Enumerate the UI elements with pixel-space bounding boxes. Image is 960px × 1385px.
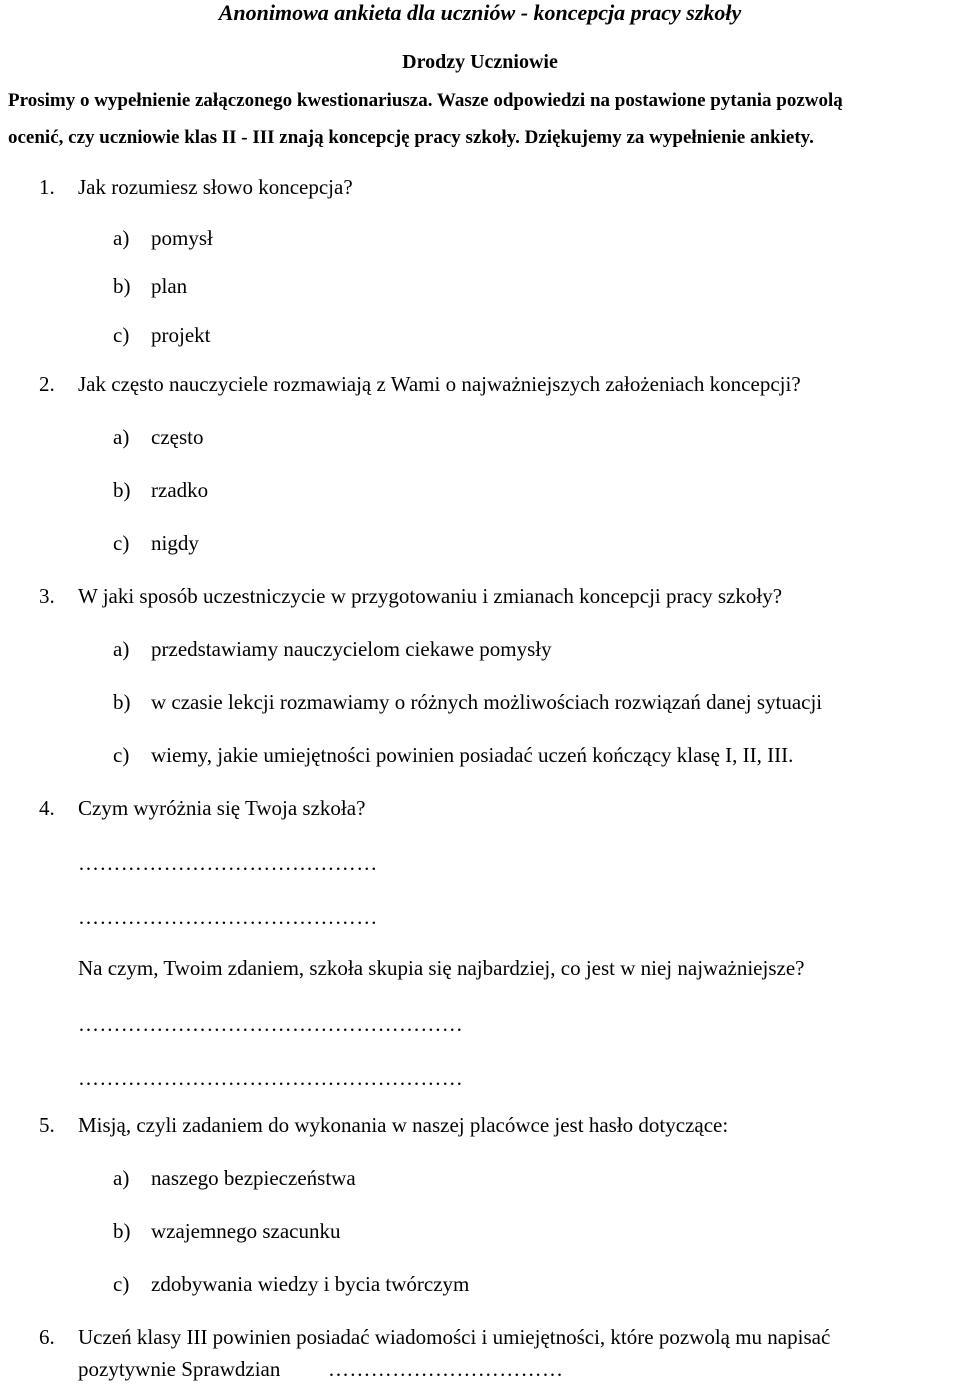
option-letter: a) xyxy=(113,425,130,449)
question-text: Misją, czyli zadaniem do wykonania w naszej placówce jest hasło dotyczące: xyxy=(78,1113,729,1137)
intro-line-1: Prosimy o wypełnienie załączonego kwestionariusza. Wasze odpowiedzi na postawione pytania pozwolą xyxy=(8,90,843,111)
question-number: 5. xyxy=(39,1113,55,1137)
greeting-heading: Drodzy Uczniowie xyxy=(402,51,558,73)
question-text-continued: pozytywnie Sprawdzian xyxy=(78,1357,281,1381)
question-text: Jak rozumiesz słowo koncepcja? xyxy=(78,175,353,199)
option-text: zdobywania wiedzy i bycia twórczym xyxy=(151,1272,470,1296)
survey-title: Anonimowa ankieta dla uczniów - koncepcja pracy szkoły xyxy=(218,0,742,25)
option-text: przedstawiamy nauczycielom ciekawe pomysły xyxy=(151,637,552,661)
option-letter: c) xyxy=(113,1272,130,1296)
option-letter: a) xyxy=(113,1166,130,1190)
option-letter: b) xyxy=(113,274,131,298)
question-number: 3. xyxy=(39,584,55,608)
question-text: Jak często nauczyciele rozmawiają z Wami o najważniejszych założeniach koncepcji? xyxy=(78,372,801,396)
question-number: 6. xyxy=(39,1325,55,1349)
option-letter: b) xyxy=(113,690,131,714)
option-text: projekt xyxy=(151,323,211,347)
question-text: Uczeń klasy III powinien posiadać wiadomości i umiejętności, które pozwolą mu napisać xyxy=(78,1325,831,1349)
option-text: plan xyxy=(151,274,188,298)
option-letter: c) xyxy=(113,531,130,555)
option-text: wzajemnego szacunku xyxy=(151,1219,341,1243)
option-letter: a) xyxy=(113,637,130,661)
option-letter: a) xyxy=(113,226,130,250)
option-text: pomysł xyxy=(151,226,213,250)
answer-line[interactable]: …………………………………… xyxy=(78,905,378,929)
option-letter: c) xyxy=(113,743,130,767)
answer-line[interactable]: ……………………………………………… xyxy=(78,1012,464,1036)
option-text: nigdy xyxy=(151,531,199,555)
option-text: w czasie lekcji rozmawiamy o różnych możliwościach rozwiązań danej sytuacji xyxy=(151,690,823,714)
question-number: 1. xyxy=(39,175,55,199)
intro-line-2: ocenić, czy uczniowie klas II - III znają koncepcję pracy szkoły. Dziękujemy za wypełnienie ankiety. xyxy=(8,127,814,148)
question-number: 2. xyxy=(39,372,55,396)
question-text: W jaki sposób uczestniczycie w przygotowaniu i zmianach koncepcji pracy szkoły? xyxy=(78,584,783,608)
followup-question-text: Na czym, Twoim zdaniem, szkoła skupia się najbardziej, co jest w niej najważniejsze? xyxy=(78,956,805,980)
option-text: rzadko xyxy=(151,478,209,502)
question-text: Czym wyróżnia się Twoja szkoła? xyxy=(78,796,366,820)
option-text: wiemy, jakie umiejętności powinien posiadać uczeń kończący klasę I, II, III. xyxy=(151,743,794,767)
option-text: często xyxy=(151,425,204,449)
option-letter: b) xyxy=(113,478,131,502)
option-letter: c) xyxy=(113,323,130,347)
answer-line[interactable]: …………………………………… xyxy=(78,851,378,875)
option-letter: b) xyxy=(113,1219,131,1243)
answer-line[interactable]: ……………………………………………… xyxy=(78,1066,464,1090)
answer-line[interactable]: …………………………… xyxy=(328,1357,564,1381)
option-text: naszego bezpieczeństwa xyxy=(151,1166,356,1190)
question-number: 4. xyxy=(39,796,55,820)
